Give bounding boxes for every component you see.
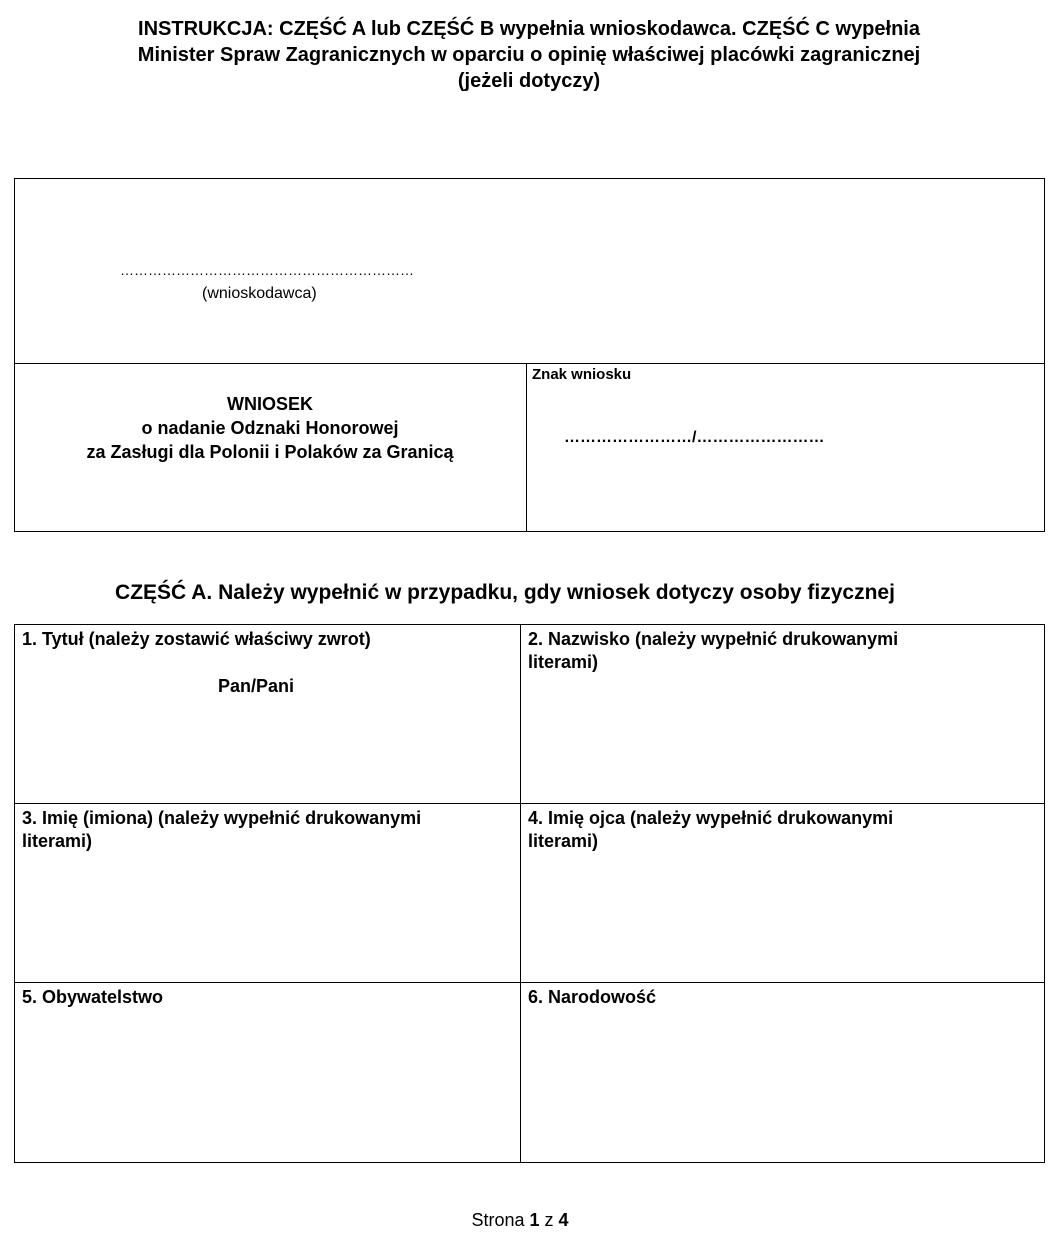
field-surname-label: 2. Nazwisko (należy wypełnić drukowanymi literami) <box>528 629 899 672</box>
page-number-separator: z <box>544 1210 554 1230</box>
page-number-total: 4 <box>558 1210 569 1230</box>
reference-field[interactable]: ……………………/…………………… <box>564 429 825 446</box>
part-a-title: CZĘŚĆ A. Należy wypełnić w przypadku, gdy wniosek dotyczy osoby fizycznej <box>115 581 895 604</box>
reference-label: Znak wniosku <box>532 366 632 383</box>
application-header-box <box>14 178 1045 532</box>
field-nationality-label: 6. Narodowość <box>528 987 657 1007</box>
field-father-name-label: 4. Imię ojca (należy wypełnić drukowanymi literami) <box>528 808 894 851</box>
applicant-field[interactable]: ……………………………………………………… <box>120 262 414 278</box>
field-title-label: 1. Tytuł (należy zostawić właściwy zwrot) <box>22 629 371 649</box>
field-citizenship-label: 5. Obywatelstwo <box>22 987 164 1007</box>
page-number <box>0 1208 1040 1232</box>
instruction-line-1: INSTRUKCJA: CZĘŚĆ A lub CZĘŚĆ B wypełnia wnioskodawca. CZĘŚĆ C wypełnia <box>138 18 920 40</box>
part-a-grid-divider-row-2 <box>14 982 1045 983</box>
page-number-prefix: Strona <box>471 1210 525 1230</box>
page-number-current: 1 <box>529 1210 540 1230</box>
instruction-line-3: (jeżeli dotyczy) <box>457 70 601 92</box>
instruction-line-2: Minister Spraw Zagranicznych w oparciu o opinię właściwej placówki zagranicznej <box>137 44 921 66</box>
header-box-divider-horizontal <box>14 363 1045 364</box>
application-subtitle-2: za Zasługi dla Polonii i Polaków za Granicą <box>86 442 454 462</box>
instruction-header <box>0 16 1058 94</box>
part-a-grid-divider-row-1 <box>14 803 1045 804</box>
field-title-value[interactable]: Pan/Pani <box>218 676 295 696</box>
applicant-label: (wnioskodawca) <box>202 285 317 302</box>
header-box-divider-vertical <box>526 363 527 532</box>
part-a-grid <box>14 624 1045 1163</box>
application-title: WNIOSEK <box>226 394 313 414</box>
application-subtitle-1: o nadanie Odznaki Honorowej <box>141 418 399 438</box>
application-title-block <box>14 392 526 464</box>
field-first-names-label: 3. Imię (imiona) (należy wypełnić drukowanymi literami) <box>22 808 422 851</box>
part-a-grid-divider-vertical <box>520 624 521 1163</box>
